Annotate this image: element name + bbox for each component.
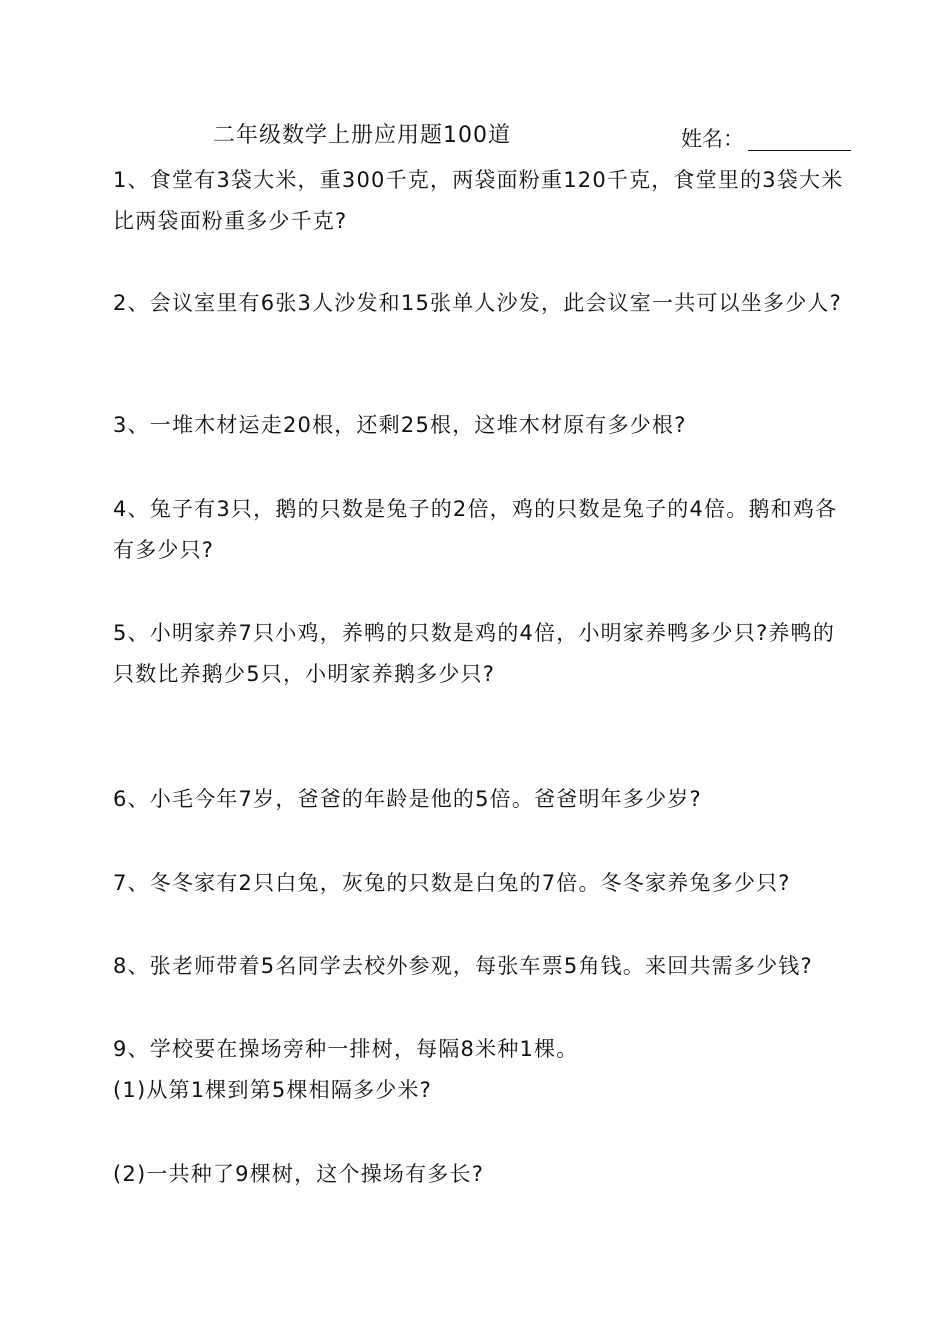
name-blank-line[interactable] <box>748 150 851 151</box>
page-title: 二年级数学上册应用题100道 <box>213 123 511 148</box>
question-2: 2、会议室里有6张3人沙发和15张单人沙发，此会议室一共可以坐多少人? <box>113 291 842 315</box>
question-1: 1、食堂有3袋大米，重300千克，两袋面粉重120千克，食堂里的3袋大米比两袋面粉重多少千克? <box>113 168 844 233</box>
question-9-part-1: (1)从第1棵到第5棵相隔多少米? <box>113 1078 433 1102</box>
question-9-part-2: (2)一共种了9棵树，这个操场有多长? <box>113 1162 485 1186</box>
question-6: 6、小毛今年7岁，爸爸的年龄是他的5倍。爸爸明年多少岁? <box>113 787 702 811</box>
question-3: 3、一堆木材运走20根，还剩25根，这堆木材原有多少根? <box>113 413 687 437</box>
question-8: 8、张老师带着5名同学去校外参观，每张车票5角钱。来回共需多少钱? <box>113 954 813 978</box>
question-4: 4、兔子有3只，鹅的只数是兔子的2倍，鸡的只数是兔子的4倍。鹅和鸡各有多少只? <box>113 497 838 562</box>
question-9: 9、学校要在操场旁种一排树，每隔8米种1棵。 <box>113 1037 579 1061</box>
name-label: 姓名： <box>681 127 744 151</box>
question-5: 5、小明家养7只小鸡，养鸭的只数是鸡的4倍，小明家养鸭多少只?养鸭的只数比养鹅少5只，小明家养鹅多少只? <box>113 621 836 686</box>
question-7: 7、冬冬家有2只白兔，灰兔的只数是白兔的7倍。冬冬家养兔多少只? <box>113 871 791 895</box>
